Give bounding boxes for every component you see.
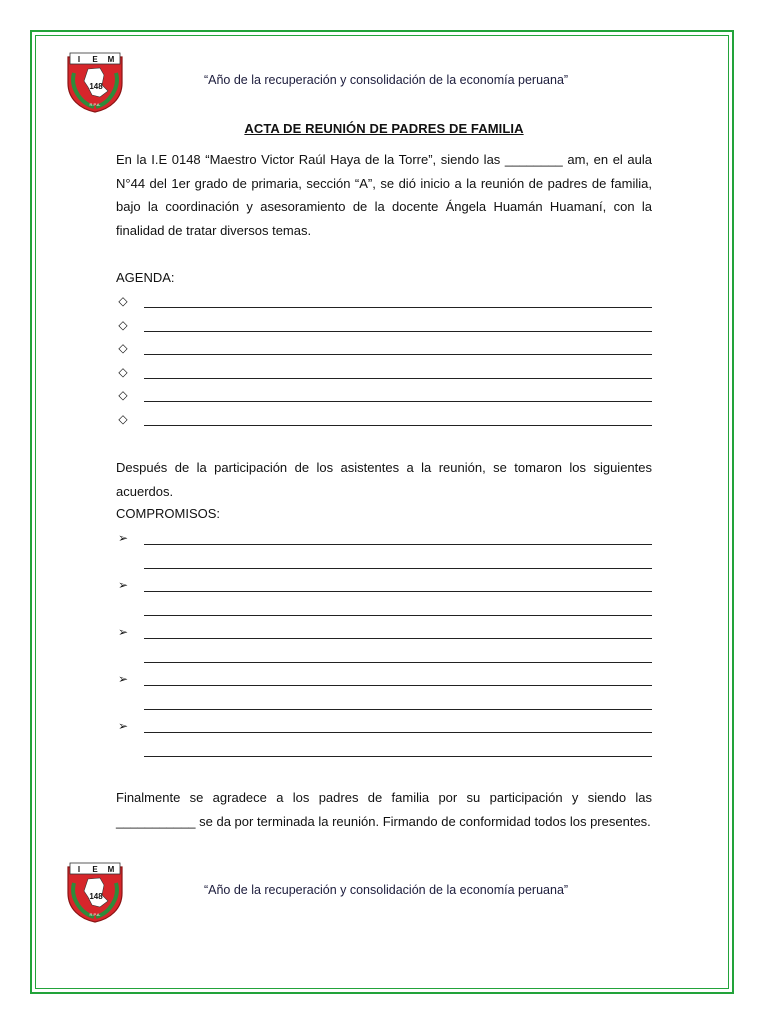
agreements-sentence: Después de la participación de los asistentes a la reunión, se tomaron los siguientes acuerdos. xyxy=(116,460,652,499)
arrow-bullet-icon: ➢ xyxy=(117,719,129,733)
arrow-bullet-icon: ➢ xyxy=(117,672,129,686)
document-title: ACTA DE REUNIÓN DE PADRES DE FAMILIA xyxy=(244,121,524,136)
agenda-item xyxy=(116,318,652,334)
compromiso-continuation xyxy=(116,649,652,665)
diamond-bullet-icon: ◇ xyxy=(118,388,128,402)
compromiso-item xyxy=(116,672,652,688)
compromisos-label: COMPROMISOS: xyxy=(116,506,221,521)
compromiso-item xyxy=(116,625,652,641)
blank-line xyxy=(144,401,652,402)
diamond-bullet-icon: ◇ xyxy=(118,364,128,379)
crest-number: 148 xyxy=(89,82,103,91)
blank-line xyxy=(144,756,652,757)
compromiso-continuation xyxy=(116,555,652,571)
blank-line xyxy=(144,685,652,686)
agenda-item xyxy=(116,412,652,428)
arrow-bullet-icon: ➢ xyxy=(117,578,129,592)
compromiso-continuation xyxy=(116,602,652,618)
diamond-bullet-icon: ◇ xyxy=(118,294,128,308)
agenda-item xyxy=(116,388,652,404)
crest-letter: M xyxy=(107,55,115,64)
agenda-item xyxy=(116,365,652,381)
blank-line xyxy=(144,354,652,355)
school-crest-icon xyxy=(66,51,124,113)
crest-letter: E xyxy=(92,55,98,64)
blank-line xyxy=(144,544,652,545)
crest-letter: E xyxy=(92,865,98,874)
compromiso-item xyxy=(116,578,652,594)
intro-paragraph: En la I.E 0148 “Maestro Victor Raúl Haya de la Torre”, siendo las ________ am, en el aula N°44 del 1er grado de primaria, sección “A”, se dió inicio a la reunión de padres de familia, bajo la coordinación y asesoramiento de la docente Ángela Huamán Huamaní, con la finalidad de tratar diversos temas. xyxy=(116,152,652,238)
blank-line xyxy=(144,331,652,332)
agenda-item xyxy=(116,294,652,310)
blank-line xyxy=(144,568,652,569)
diamond-bullet-icon: ◇ xyxy=(118,411,128,426)
diamond-bullet-icon: ◇ xyxy=(118,317,128,332)
blank-line xyxy=(144,615,652,616)
blank-line xyxy=(144,709,652,710)
motto-text: “Año de la recuperación y consolidación de la economía peruana” xyxy=(203,73,569,87)
compromiso-item xyxy=(116,531,652,547)
closing-paragraph: Finalmente se agradece a los padres de familia por su participación y siendo las ___________ se da por terminada la reunión. Firmando de conformidad todos los presentes. xyxy=(116,790,652,829)
blank-line xyxy=(144,662,652,663)
crest-caption: R.P.A. xyxy=(89,102,101,107)
compromiso-continuation xyxy=(116,743,652,759)
crest-letter: I xyxy=(77,55,81,64)
blank-line xyxy=(144,638,652,639)
agenda-item xyxy=(116,341,652,357)
arrow-bullet-icon: ➢ xyxy=(117,625,129,639)
blank-line xyxy=(144,591,652,592)
page-footer xyxy=(0,861,768,921)
crest-letter: M xyxy=(107,865,115,874)
diamond-bullet-icon: ◇ xyxy=(118,341,128,355)
school-crest-icon xyxy=(66,861,124,923)
motto-text: “Año de la recuperación y consolidación de la economía peruana” xyxy=(203,883,569,897)
compromiso-item xyxy=(116,719,652,735)
compromiso-continuation xyxy=(116,696,652,712)
blank-line xyxy=(144,425,652,426)
crest-number: 148 xyxy=(89,892,103,901)
page-header xyxy=(0,51,768,111)
agenda-label: AGENDA: xyxy=(116,270,175,285)
blank-line xyxy=(144,732,652,733)
crest-caption: R.P.A. xyxy=(89,912,101,917)
blank-line xyxy=(144,378,652,379)
arrow-bullet-icon: ➢ xyxy=(117,531,129,545)
crest-letter: I xyxy=(77,865,81,874)
blank-line xyxy=(144,307,652,308)
